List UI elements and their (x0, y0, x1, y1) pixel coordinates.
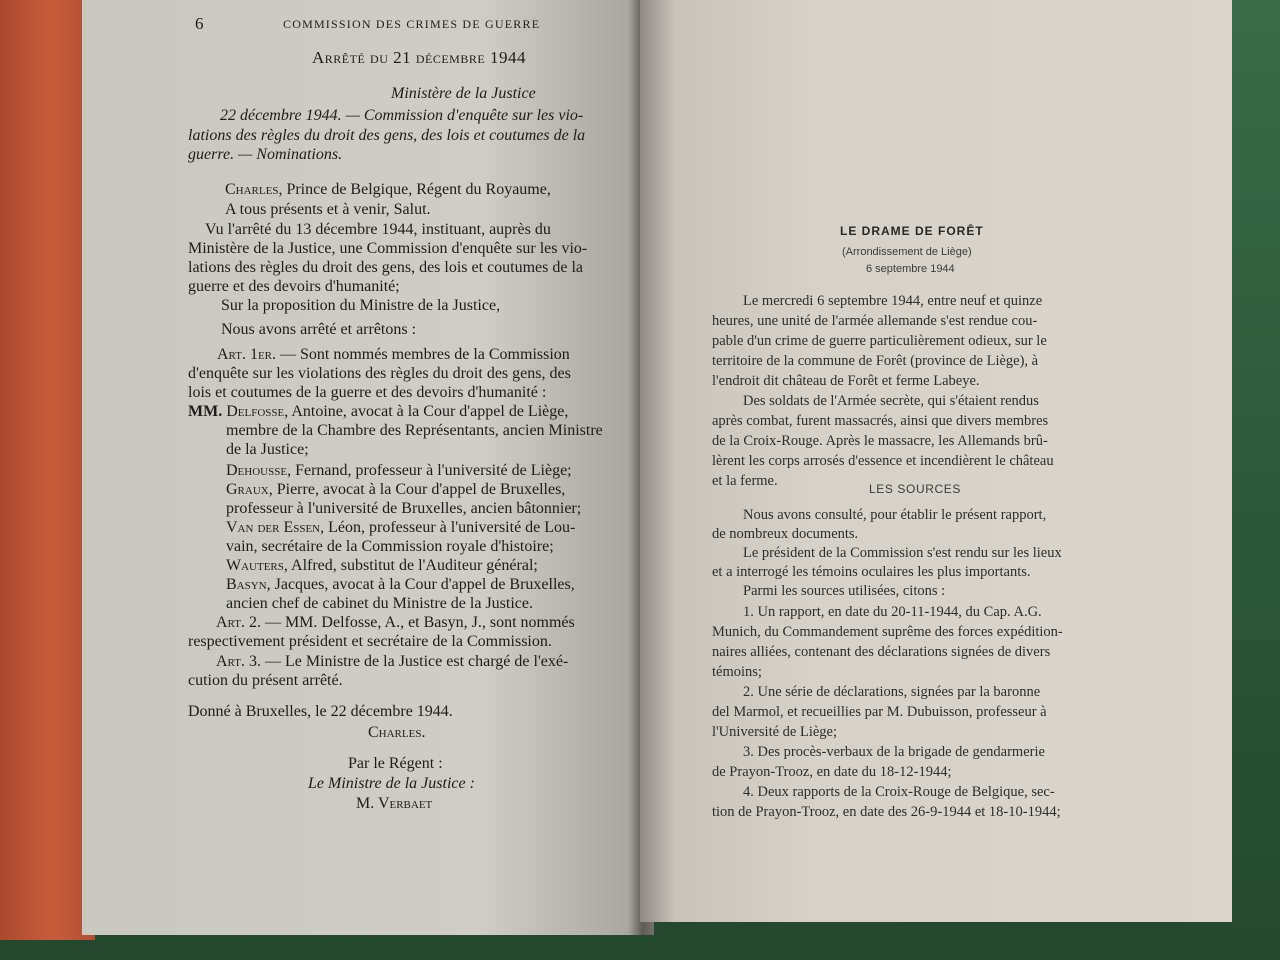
source-item-line: l'Université de Liège; (712, 724, 838, 740)
source-item-line: 3. Des procès-verbaux de la brigade de gendarmerie (743, 744, 1045, 760)
article-1-text: — Sont nommés membres de la Commission (280, 346, 570, 363)
member-line (226, 576, 575, 594)
right-page (640, 0, 1232, 922)
member-line (226, 519, 575, 537)
given-at-line: Donné à Bruxelles, le 22 décembre 1944. (188, 703, 453, 720)
member-line (188, 403, 568, 421)
article-3-line: cution du présent arrêté. (188, 672, 343, 689)
member-line: vain, secrétaire de la Commission royale d'histoire; (226, 538, 554, 555)
source-item-line: naires alliées, contenant des déclarations signées de divers (712, 644, 1051, 660)
article-3-text: — Le Ministre de la Justice est chargé de l'exé- (264, 653, 569, 670)
regent-signature: Charles. (368, 724, 426, 741)
book-cover-edge (0, 0, 95, 940)
member-details: , Fernand, professeur à l'université de Liège; (287, 462, 572, 479)
preamble-line-2: lations des règles du droit des gens, des lois et coutumes de la (188, 127, 586, 144)
member-line (226, 481, 565, 499)
proposal-line: Sur la proposition du Ministre de la Justice, (221, 297, 501, 314)
member-line (226, 557, 538, 575)
member-surname: Basyn (226, 576, 267, 593)
narrative-line: après combat, furent massacrés, ainsi que divers membres (712, 413, 1049, 429)
article-2-line (216, 614, 575, 632)
article-1-line: lois et coutumes de la guerre et des devoirs d'humanité : (188, 384, 547, 401)
member-details: , Alfred, substitut de l'Auditeur général; (283, 557, 538, 574)
article-1-label: Art. 1er. (217, 346, 277, 363)
running-head: COMMISSION DES CRIMES DE GUERRE (283, 17, 541, 31)
member-details: , Antoine, avocat à la Cour d'appel de Liège, (284, 403, 569, 420)
article-2-line: respectivement président et secrétaire de la Commission. (188, 633, 552, 650)
source-item-line: 2. Une série de déclarations, signées par la baronne (743, 684, 1041, 700)
sources-intro-line: et a interrogé les témoins oculaires les plus importants. (712, 564, 1031, 580)
member-surname: Dehousse (226, 462, 288, 479)
source-item-line: del Marmol, et recueillies par M. Dubuisson, professeur à (712, 704, 1047, 720)
narrative-line: pable d'un crime de guerre particulièrement odieux, sur le (712, 333, 1047, 349)
regent-title: , Prince de Belgique, Régent du Royaume, (278, 181, 551, 198)
regent-line (225, 181, 551, 199)
article-1-line (217, 346, 570, 364)
narrative-line: l'endroit dit château de Forêt et ferme Labeye. (712, 373, 980, 389)
decree-title: Arrêté du 21 décembre 1944 (312, 48, 526, 67)
minister-title: Le Ministre de la Justice : (308, 775, 475, 792)
narrative-line: heures, une unité de l'armée allemande s'est rendue cou- (712, 313, 1038, 329)
preamble-line-3: guerre. — Nominations. (188, 146, 343, 163)
by-regent-line: Par le Régent : (348, 755, 443, 772)
considering-line: Ministère de la Justice, une Commission d'enquête sur les vio- (188, 240, 588, 257)
article-2-text: — MM. Delfosse, A., et Basyn, J., sont nommés (264, 614, 575, 631)
article-date: 6 septembre 1944 (866, 263, 955, 275)
article-subtitle: (Arrondissement de Liège) (842, 246, 972, 258)
source-item-line: 1. Un rapport, en date du 20-11-1944, du Cap. A.G. (743, 604, 1042, 620)
article-2-label: Art. 2. (216, 614, 261, 631)
member-line: membre de la Chambre des Représentants, ancien Ministre (226, 422, 603, 439)
article-3-line (216, 653, 568, 671)
preamble-line-1-rest: — Commission d'enquête sur les vio- (345, 107, 584, 124)
narrative-line: territoire de la commune de Forêt (province de Liège), à (712, 353, 1039, 369)
sources-intro-line: Le président de la Commission s'est rendu sur les lieux (743, 545, 1062, 561)
member-details: , Jacques, avocat à la Cour d'appel de Bruxelles, (266, 576, 575, 593)
narrative-line: et la ferme. (712, 473, 778, 489)
considering-line: guerre et des devoirs d'humanité; (188, 278, 400, 295)
member-surname: Van der Essen (226, 519, 321, 536)
article-title: LE DRAME DE FORÊT (840, 224, 984, 238)
member-line: professeur à l'université de Bruxelles, ancien bâtonnier; (226, 500, 582, 517)
sources-heading: LES SOURCES (869, 482, 961, 496)
considering-line: lations des règles du droit des gens, des lois et coutumes de la (188, 259, 584, 276)
member-surname: Delfosse (226, 403, 285, 420)
considering-line: Vu l'arrêté du 13 décembre 1944, instituant, auprès du (205, 221, 551, 238)
member-surname: Wauters (226, 557, 284, 574)
preamble-date: 22 décembre 1944. (220, 107, 342, 124)
ministry-heading: Ministère de la Justice (391, 85, 536, 102)
salutation: A tous présents et à venir, Salut. (225, 201, 431, 218)
left-page (82, 0, 654, 935)
decree-formula: Nous avons arrêté et arrêtons : (221, 321, 417, 338)
source-item-line: témoins; (712, 664, 762, 680)
sources-intro-line: de nombreux documents. (712, 526, 859, 542)
members-prefix: MM. (188, 403, 223, 420)
narrative-line: Le mercredi 6 septembre 1944, entre neuf et quinze (743, 293, 1043, 309)
narrative-line: de la Croix-Rouge. Après le massacre, les Allemands brû- (712, 433, 1048, 449)
narrative-line: lèrent les corps arrosés d'essence et incendièrent le château (712, 453, 1054, 469)
regent-name: Charles (225, 181, 279, 198)
narrative-line: Des soldats de l'Armée secrète, qui s'étaient rendus (743, 393, 1039, 409)
source-item-line: de Prayon-Trooz, en date du 18-12-1944; (712, 764, 952, 780)
source-item-line: 4. Deux rapports de la Croix-Rouge de Belgique, sec- (743, 784, 1055, 800)
sources-intro-line: Nous avons consulté, pour établir le présent rapport, (743, 507, 1047, 523)
member-line: ancien chef de cabinet du Ministre de la Justice. (226, 595, 533, 612)
article-3-label: Art. 3. (216, 653, 261, 670)
member-line (226, 462, 572, 480)
member-surname: Graux (226, 481, 269, 498)
source-item-line: Munich, du Commandement suprême des forces expédition- (712, 624, 1063, 640)
member-line: de la Justice; (226, 441, 309, 458)
page-number: 6 (195, 14, 204, 33)
article-1-line: d'enquête sur les violations des règles du droit des gens, des (188, 365, 571, 382)
member-details: , Léon, professeur à l'université de Lou- (320, 519, 576, 536)
source-item-line: tion de Prayon-Trooz, en date des 26-9-1944 et 18-10-1944; (712, 804, 1061, 820)
minister-name: M. Verbaet (356, 795, 433, 812)
member-details: , Pierre, avocat à la Cour d'appel de Bruxelles, (268, 481, 566, 498)
sources-intro-line: Parmi les sources utilisées, citons : (743, 583, 946, 599)
preamble-line-1 (220, 107, 583, 125)
